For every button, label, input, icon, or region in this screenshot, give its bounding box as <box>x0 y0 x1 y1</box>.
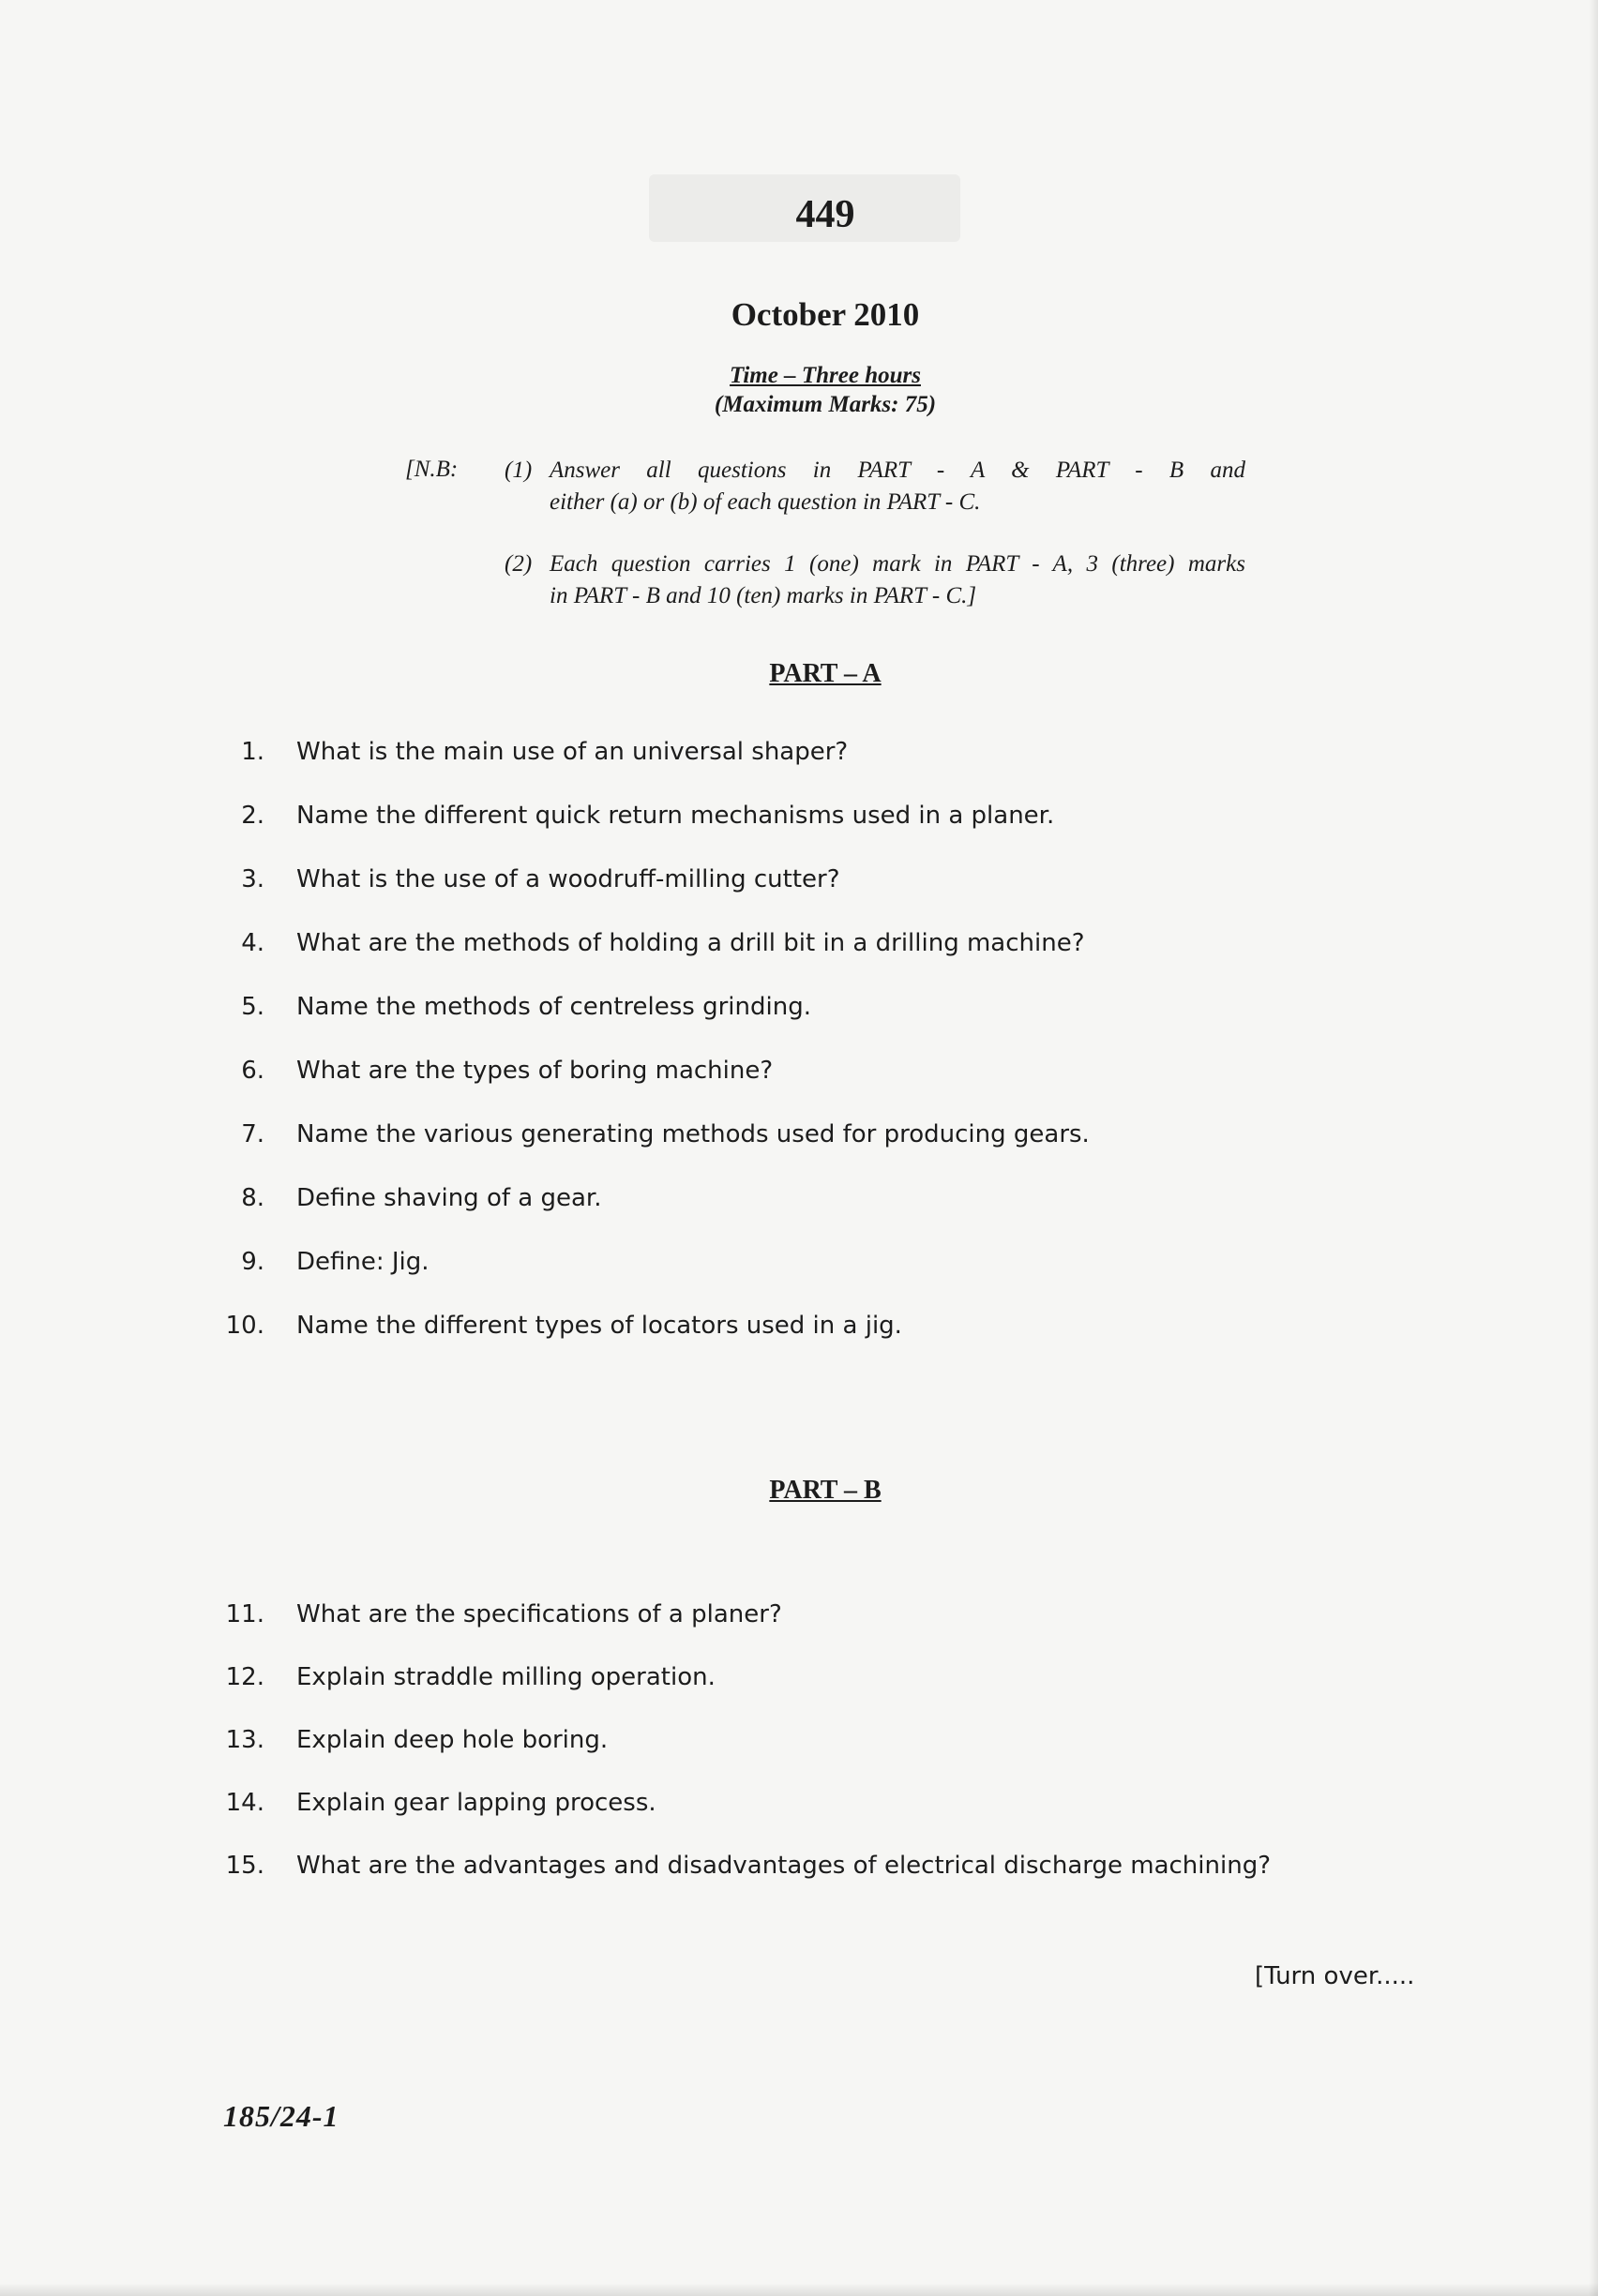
scan-edge-bottom <box>0 2283 1598 2296</box>
question-text: Define shaving of a gear. <box>296 1184 602 1212</box>
question-text: What is the use of a woodruff-milling cutter? <box>296 865 840 893</box>
question-number: 8. <box>241 1184 264 1212</box>
question-text: Name the different types of locators used in a jig. <box>296 1312 902 1340</box>
question-number: 2. <box>241 802 264 830</box>
question-item <box>204 865 840 893</box>
part-a-heading: PART – A <box>769 659 882 688</box>
question-item <box>204 1120 1090 1148</box>
question-number: 7. <box>241 1120 264 1148</box>
question-item <box>204 1663 716 1691</box>
question-text: Explain straddle milling operation. <box>296 1663 716 1691</box>
instruction-line: in PART - B and 10 (ten) marks in PART - C.] <box>550 583 977 608</box>
question-item <box>204 1312 902 1340</box>
question-item <box>204 1248 430 1276</box>
question-item <box>204 738 848 766</box>
question-number: 6. <box>241 1057 264 1085</box>
question-number: 1. <box>241 738 264 766</box>
question-text: What are the methods of holding a drill bit in a drilling machine? <box>296 929 1085 957</box>
nb-label: [N.B: <box>405 457 459 482</box>
instruction-item <box>505 548 1251 612</box>
maximum-marks: (Maximum Marks: 75) <box>714 392 937 417</box>
question-text: Name the methods of centreless grinding. <box>296 993 811 1021</box>
question-text: What are the types of boring machine? <box>296 1057 774 1085</box>
exam-date: October 2010 <box>731 296 920 333</box>
question-text: Name the various generating methods used for producing gears. <box>296 1120 1090 1148</box>
question-number: 12. <box>225 1663 264 1691</box>
question-text: Name the different quick return mechanisms used in a planer. <box>296 802 1055 830</box>
handwritten-code: 185/24-1 <box>223 2099 339 2133</box>
question-number: 9. <box>241 1248 264 1276</box>
question-text: What are the specifications of a planer? <box>296 1600 782 1628</box>
question-item <box>204 802 1054 830</box>
instruction-item <box>505 455 1251 518</box>
question-item <box>204 929 1085 957</box>
question-item <box>204 1726 608 1754</box>
scan-edge-right <box>1589 0 1598 2296</box>
question-number: 13. <box>225 1726 264 1754</box>
instruction-number: (1) <box>505 458 533 483</box>
time-duration: Time – Three hours <box>730 363 921 388</box>
instruction-number: (2) <box>505 551 533 577</box>
paper-code: 449 <box>795 193 855 236</box>
question-item <box>204 1057 773 1085</box>
question-number: 5. <box>241 993 264 1021</box>
instruction-line: Each question carries 1 (one) mark in PART - A, 3 (three) marks <box>550 551 1245 577</box>
question-number: 3. <box>241 865 264 893</box>
question-number: 15. <box>225 1852 264 1880</box>
question-item <box>204 1184 601 1212</box>
question-item <box>204 993 811 1021</box>
turn-over-note: [Turn over..... <box>1255 1962 1415 1990</box>
question-item <box>204 1852 1271 1880</box>
question-text: Define: Jig. <box>296 1248 430 1276</box>
question-item <box>204 1600 782 1628</box>
question-text: What is the main use of an universal shaper? <box>296 738 849 766</box>
instruction-line: either (a) or (b) of each question in PART - C. <box>550 489 981 515</box>
question-text: What are the advantages and disadvantages of electrical discharge machining? <box>296 1852 1271 1880</box>
part-b-heading: PART – B <box>769 1476 882 1505</box>
question-text: Explain gear lapping process. <box>296 1789 656 1817</box>
question-item <box>204 1789 656 1817</box>
question-text: Explain deep hole boring. <box>296 1726 609 1754</box>
question-number: 11. <box>225 1600 264 1628</box>
question-number: 4. <box>241 929 264 957</box>
question-number: 10. <box>225 1312 264 1340</box>
question-number: 14. <box>225 1789 264 1817</box>
instruction-line: Answer all questions in PART - A & PART - B and <box>550 458 1245 483</box>
